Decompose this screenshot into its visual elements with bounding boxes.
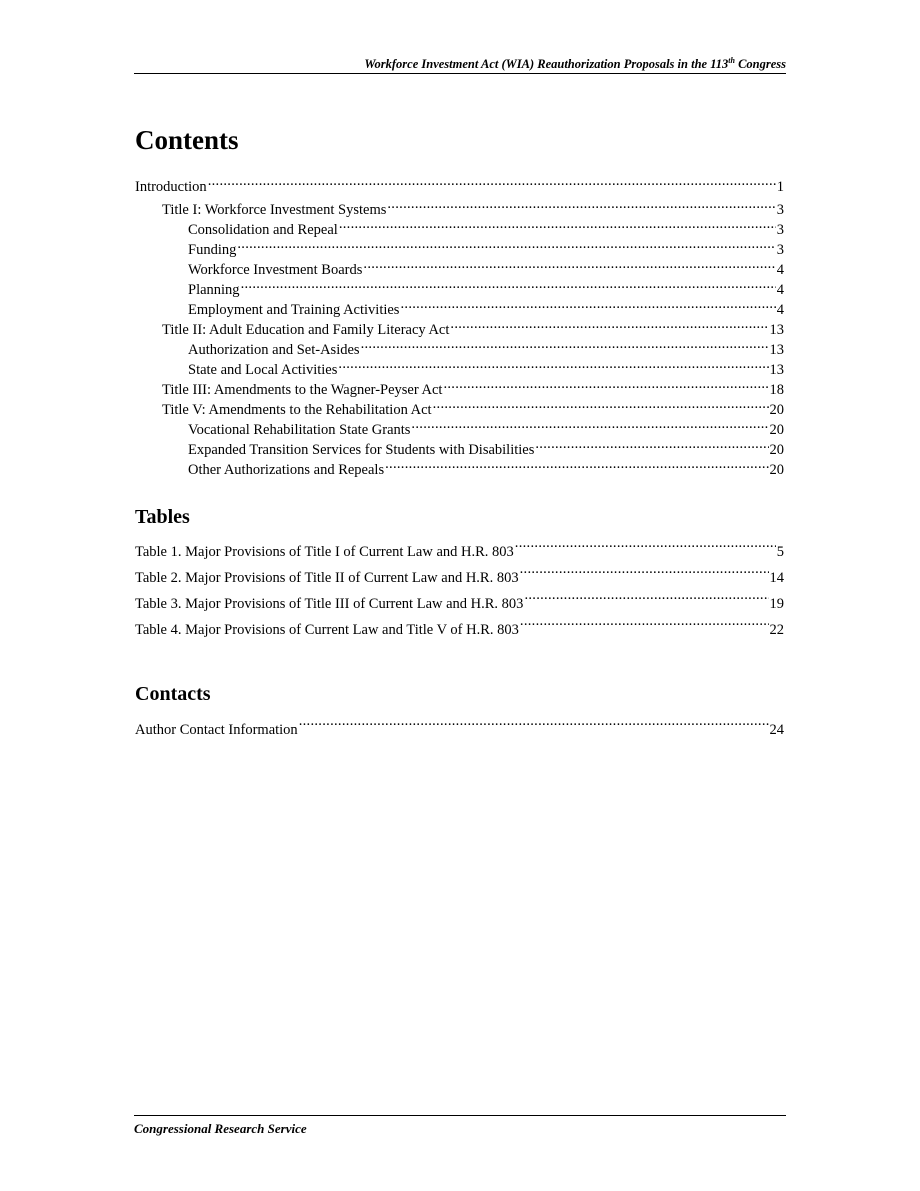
toc-entry-page: 13: [769, 362, 784, 378]
toc-entry[interactable]: [135, 420, 784, 440]
contents-heading: Contents: [135, 125, 239, 155]
dot-leader: [338, 360, 768, 374]
toc-entry[interactable]: [135, 440, 784, 460]
toc-entry-label: Title II: Adult Education and Family Literacy Act: [162, 322, 450, 338]
toc-entry-page: 13: [769, 322, 784, 338]
toc-entry-label: Expanded Transition Services for Students with Disabilities: [188, 442, 535, 458]
toc-entry-page: 4: [776, 262, 784, 278]
toc-entry-page: 3: [776, 202, 784, 218]
toc-entry[interactable]: [135, 360, 784, 380]
toc-entry[interactable]: [135, 380, 784, 400]
toc-entry[interactable]: [135, 240, 784, 260]
toc-entry-page: 20: [769, 462, 784, 478]
toc-entry-page: 4: [776, 282, 784, 298]
toc-entry[interactable]: [135, 260, 784, 280]
toc-entry-label: Employment and Training Activities: [188, 302, 400, 318]
table-entry-label: Table 3. Major Provisions of Title III of Current Law and H.R. 803: [135, 596, 524, 612]
toc-entry-page: 20: [769, 422, 784, 438]
toc-entry[interactable]: [135, 220, 784, 240]
dot-leader: [524, 594, 768, 608]
table-entry-page: 14: [769, 570, 784, 586]
dot-leader: [411, 420, 768, 434]
dot-leader: [520, 620, 769, 634]
table-entry[interactable]: [135, 617, 784, 643]
dot-leader: [208, 177, 776, 191]
toc-entry-label: Title I: Workforce Investment Systems: [162, 202, 387, 218]
table-entry-label: Table 1. Major Provisions of Title I of Current Law and H.R. 803: [135, 544, 514, 560]
running-footer: [134, 1115, 786, 1137]
footer-text: Congressional Research Service: [134, 1121, 307, 1136]
contact-entry-label: Author Contact Information: [135, 722, 298, 738]
header-title: Workforce Investment Act (WIA) Reauthorization Proposals in the 113: [364, 57, 729, 72]
table-entry-label: Table 4. Major Provisions of Current Law and Title V of H.R. 803: [135, 622, 519, 638]
dot-leader: [361, 340, 769, 354]
toc-entry-label: Other Authorizations and Repeals: [188, 462, 385, 478]
toc-entry[interactable]: [135, 460, 784, 480]
contacts-list: [135, 717, 784, 743]
dot-leader: [450, 320, 768, 334]
toc-entry[interactable]: [135, 400, 784, 420]
running-header: [134, 56, 786, 74]
toc-entry[interactable]: [135, 177, 784, 197]
toc-entry-page: 3: [776, 242, 784, 258]
table-entry-page: 5: [776, 544, 784, 560]
toc-entry-page: 18: [769, 382, 784, 398]
toc-entry-label: Planning: [188, 282, 240, 298]
header-title-end: Congress: [734, 57, 786, 72]
table-entry-page: 19: [769, 596, 784, 612]
contact-entry-page: 24: [769, 722, 784, 738]
dot-leader: [443, 380, 768, 394]
table-entry[interactable]: [135, 539, 784, 565]
toc-entry-page: 1: [776, 179, 784, 195]
toc-entry-label: Vocational Rehabilitation State Grants: [188, 422, 411, 438]
toc-entry-page: 3: [776, 222, 784, 238]
header-superscript: th: [728, 56, 735, 65]
toc-entry-label: Title III: Amendments to the Wagner-Peyser Act: [162, 382, 443, 398]
toc-entry[interactable]: [135, 320, 784, 340]
dot-leader: [237, 240, 775, 254]
toc-entry-page: 4: [776, 302, 784, 318]
contact-entry[interactable]: [135, 717, 784, 743]
toc-entry-label: Authorization and Set-Asides: [188, 342, 360, 358]
dot-leader: [363, 260, 775, 274]
dot-leader: [385, 460, 768, 474]
tables-heading: Tables: [135, 506, 190, 528]
toc-entry-label: Funding: [188, 242, 237, 258]
toc-entry-label: Consolidation and Repeal: [188, 222, 338, 238]
contacts-heading: Contacts: [135, 683, 211, 705]
table-entry[interactable]: [135, 591, 784, 617]
toc-entry-label: Workforce Investment Boards: [188, 262, 363, 278]
dot-leader: [299, 720, 769, 734]
dot-leader: [515, 542, 776, 556]
dot-leader: [400, 300, 775, 314]
table-entry-label: Table 2. Major Provisions of Title II of Current Law and H.R. 803: [135, 570, 519, 586]
toc-entry[interactable]: [135, 340, 784, 360]
tables-list: [135, 539, 784, 643]
toc-entry-page: 20: [769, 402, 784, 418]
dot-leader: [433, 400, 769, 414]
toc-entry[interactable]: [135, 300, 784, 320]
dot-leader: [535, 440, 768, 454]
toc-entry-page: 13: [769, 342, 784, 358]
toc-entry[interactable]: [135, 200, 784, 220]
dot-leader: [520, 568, 769, 582]
contents-list: [135, 177, 784, 480]
dot-leader: [241, 280, 776, 294]
table-entry-page: 22: [769, 622, 784, 638]
toc-entry-label: State and Local Activities: [188, 362, 338, 378]
table-entry[interactable]: [135, 565, 784, 591]
toc-entry[interactable]: [135, 280, 784, 300]
dot-leader: [339, 220, 776, 234]
toc-entry-page: 20: [769, 442, 784, 458]
toc-entry-label: Title V: Amendments to the Rehabilitation Act: [162, 402, 432, 418]
toc-entry-label: Introduction: [135, 179, 207, 195]
dot-leader: [387, 200, 775, 214]
